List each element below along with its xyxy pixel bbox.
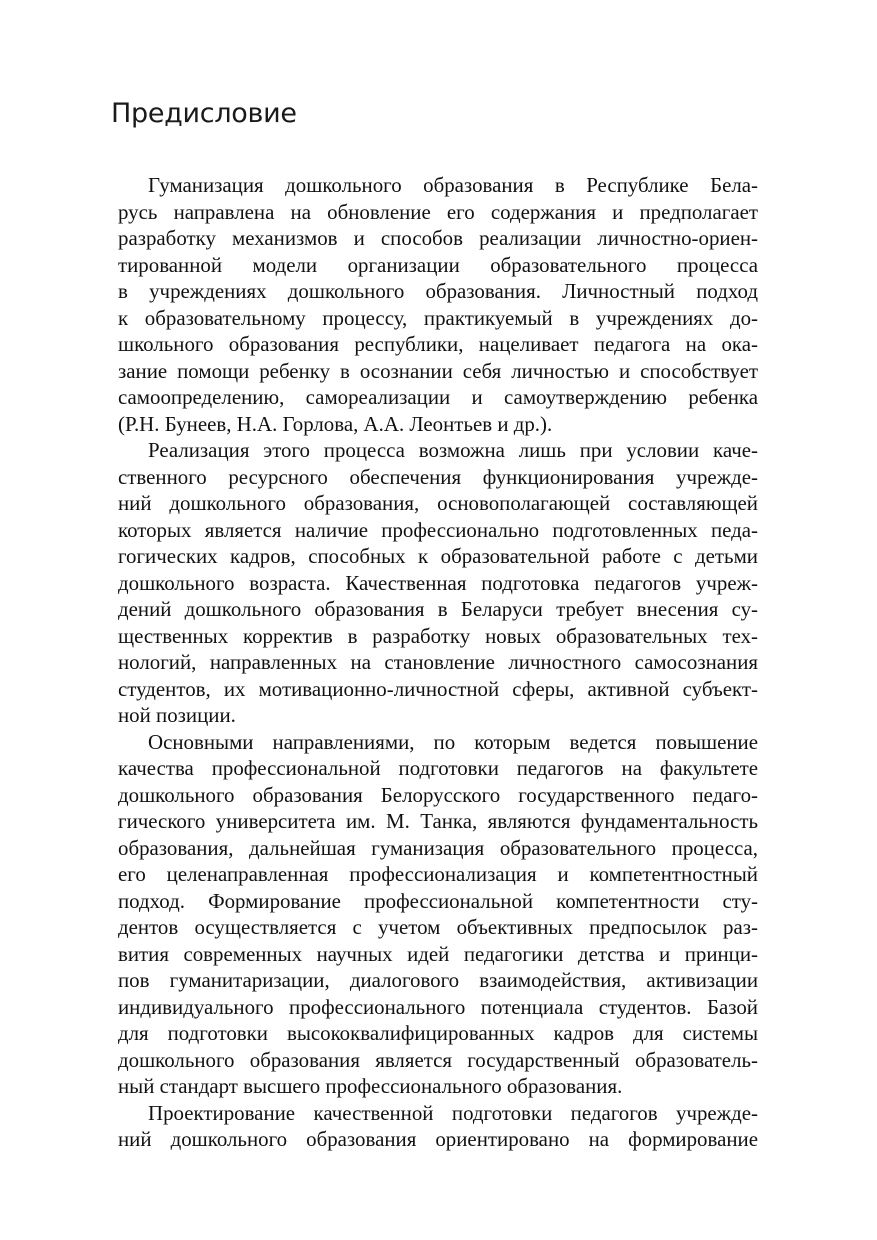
text-line: школьного образования республики, нацеливает педагога на ока- bbox=[118, 332, 758, 356]
text-line: ний дошкольного образования ориентировано на формирование bbox=[118, 1127, 758, 1151]
text-line: зание помощи ребенку в осознании себя личностью и способствует bbox=[118, 358, 758, 383]
text-line: ной позиции. bbox=[118, 703, 236, 727]
text-line: в учреждениях дошкольного образования. Личностный подход bbox=[118, 279, 758, 303]
paragraph-4 bbox=[118, 1100, 758, 1153]
text-line: вития современных научных идей педагогики детства и принци- bbox=[118, 941, 758, 966]
text-line: тированной модели организации образовательного процесса bbox=[118, 252, 758, 277]
page-title: Предисловие bbox=[111, 98, 297, 129]
text-line: дошкольного возраста. Качественная подготовка педагогов учреж- bbox=[118, 570, 758, 595]
text-line: дошкольного образования Белорусского государственного педаго- bbox=[118, 782, 758, 807]
text-line: ный стандарт высшего профессионального образования. bbox=[118, 1074, 623, 1098]
text-line: индивидуального профессионального потенциала студентов. Базой bbox=[118, 994, 758, 1019]
text-line: для подготовки высококвалифицированных кадров для системы bbox=[118, 1021, 758, 1045]
text-line: которых является наличие профессионально подготовленных педа- bbox=[118, 517, 758, 542]
text-line: к образовательному процессу, практикуемый в учреждениях до- bbox=[118, 305, 758, 330]
paragraph-2 bbox=[118, 437, 758, 729]
text-line: самоопределению, самореализации и самоутверждению ребенка bbox=[118, 385, 758, 409]
text-line: нологий, направленных на становление личностного самосознания bbox=[118, 650, 758, 674]
text-line: (Р.Н. Бунеев, Н.А. Горлова, А.А. Леонтьев и др.). bbox=[118, 411, 553, 436]
text-line: студентов, их мотивационно-личностной сферы, активной субъект- bbox=[118, 676, 758, 701]
text-line: качества профессиональной подготовки педагогов на факультете bbox=[118, 756, 758, 780]
paragraph-3 bbox=[118, 729, 758, 1100]
text-line: дентов осуществляется с учетом объективных предпосылок раз- bbox=[118, 915, 758, 939]
text-line: подход. Формирование профессиональной компетентности сту- bbox=[118, 888, 758, 913]
text-line: ний дошкольного образования, основополагающей составляющей bbox=[118, 491, 758, 515]
text-line: Реализация этого процесса возможна лишь при условии каче- bbox=[148, 438, 758, 462]
text-line: гического университета им. М. Танка, являются фундаментальность bbox=[118, 809, 758, 833]
text-line: Основными направлениями, по которым ведется повышение bbox=[148, 729, 758, 754]
text-line: дошкольного образования является государственный образователь- bbox=[118, 1047, 758, 1072]
paragraph-1 bbox=[118, 172, 758, 437]
text-line: образования, дальнейшая гуманизация образовательного процесса, bbox=[118, 835, 758, 860]
text-line: его целенаправленная профессионализация и компетентностный bbox=[118, 862, 758, 886]
text-line: Проектирование качественной подготовки педагогов учрежде- bbox=[148, 1100, 758, 1125]
body-text bbox=[118, 172, 758, 1153]
text-line: щественных корректив в разработку новых образовательных тех- bbox=[118, 623, 758, 648]
text-line: гогических кадров, способных к образовательной работе с детьми bbox=[118, 544, 758, 568]
text-line: русь направлена на обновление его содержания и предполагает bbox=[118, 199, 758, 224]
text-line: дений дошкольного образования в Беларуси требует внесения су- bbox=[118, 597, 758, 621]
text-line: Гуманизация дошкольного образования в Республике Бела- bbox=[148, 173, 758, 197]
text-line: разработку механизмов и способов реализации личностно-ориен- bbox=[118, 226, 758, 250]
text-line: ственного ресурсного обеспечения функционирования учрежде- bbox=[118, 464, 758, 489]
text-line: пов гуманитаризации, диалогового взаимодействия, активизации bbox=[118, 968, 758, 992]
